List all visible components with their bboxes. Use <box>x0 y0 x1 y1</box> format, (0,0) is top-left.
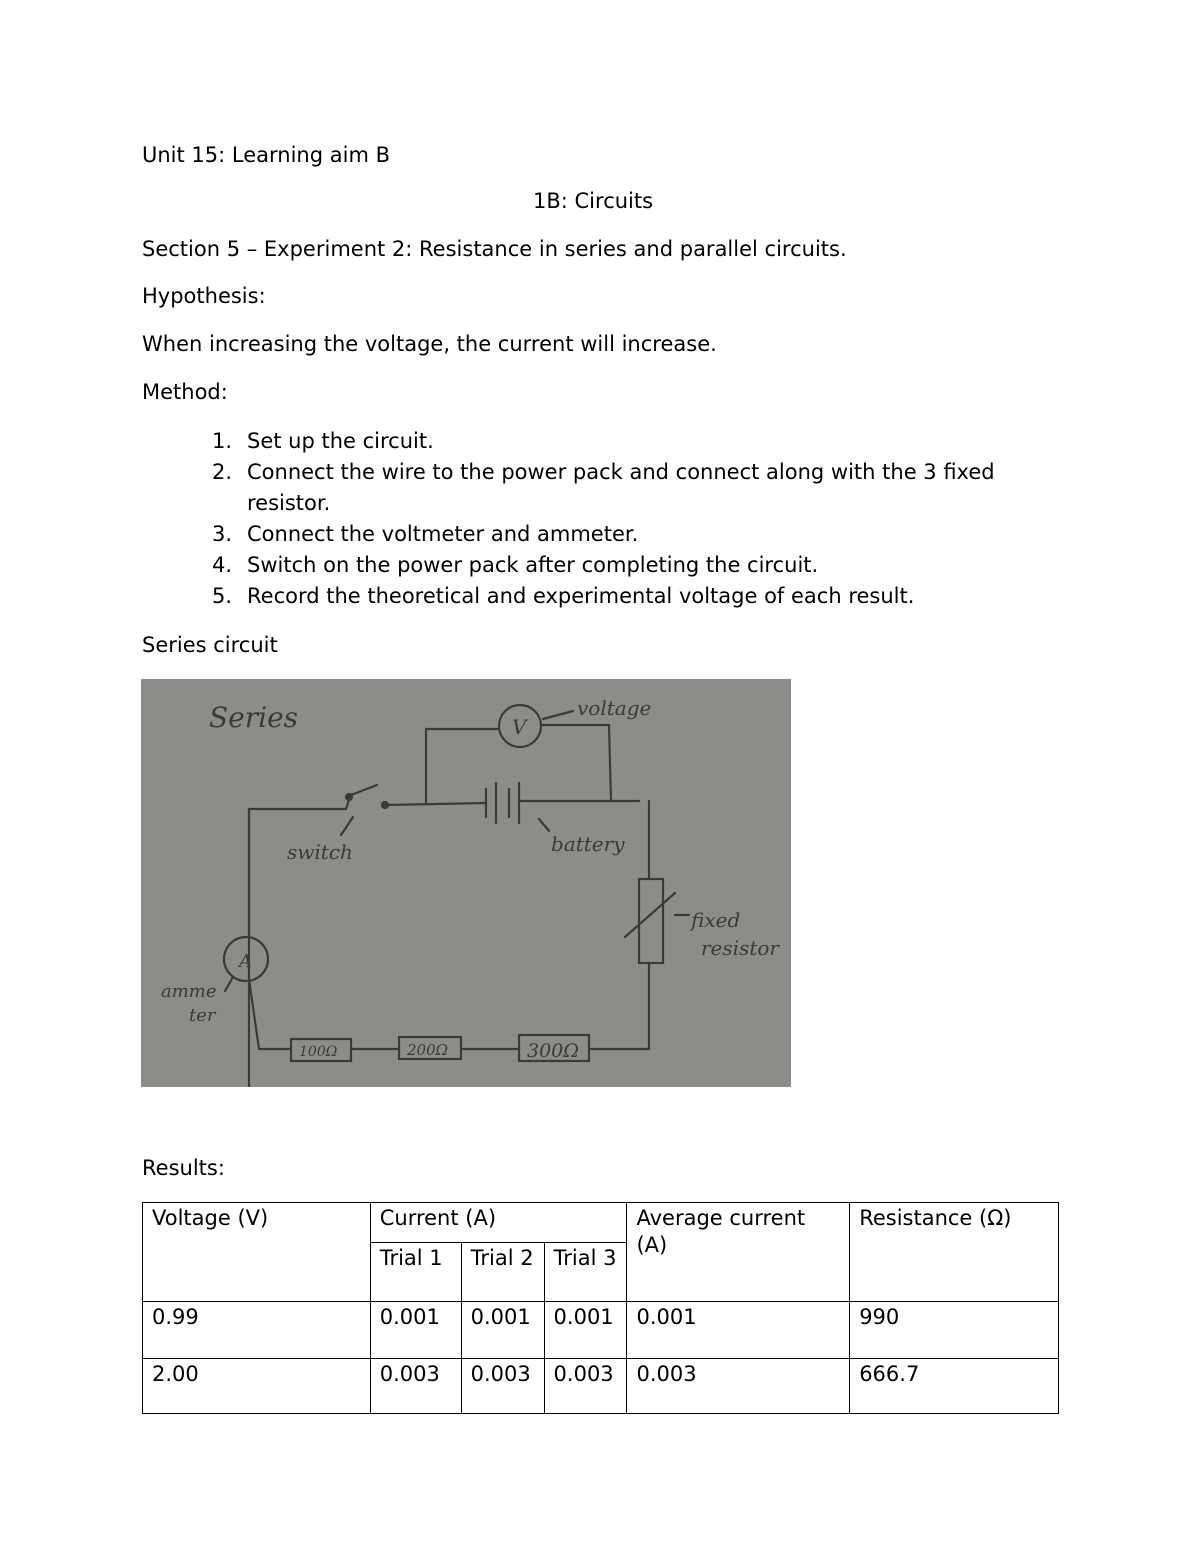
resistor-100-label: 100Ω <box>299 1044 338 1060</box>
step-number: 4. <box>212 553 233 577</box>
resistor-200-label: 200Ω <box>407 1041 449 1059</box>
cell-average: 0.003 <box>627 1359 850 1414</box>
method-step <box>212 519 1052 550</box>
cell-voltage: 0.99 <box>143 1302 371 1359</box>
results-label: Results: <box>142 1156 225 1180</box>
cell-voltage: 2.00 <box>143 1359 371 1414</box>
photo-background <box>141 679 791 1087</box>
header-voltage: Voltage (V) <box>143 1203 371 1302</box>
header-current: Current (A) <box>370 1203 627 1243</box>
switch-label: switch <box>287 840 353 864</box>
resistor-300-label: 300Ω <box>527 1040 580 1062</box>
step-number: 1. <box>212 429 233 453</box>
method-step <box>212 457 1052 519</box>
step-text: Switch on the power pack after completing the circuit. <box>247 553 819 577</box>
step-text: Connect the wire to the power pack and connect along with the 3 fixed resistor. <box>247 460 995 515</box>
ammeter-label: amme <box>161 981 217 1002</box>
method-steps-list <box>212 426 1052 612</box>
battery-label: battery <box>551 832 625 856</box>
step-text: Connect the voltmeter and ammeter. <box>247 522 639 546</box>
header-trial-3: Trial 3 <box>544 1243 627 1302</box>
hypothesis-label: Hypothesis: <box>142 284 266 308</box>
voltmeter-symbol: V <box>512 715 527 739</box>
series-circuit-label: Series circuit <box>142 633 278 657</box>
sketch-title: Series <box>209 701 299 734</box>
header-trial-2: Trial 2 <box>461 1243 544 1302</box>
step-number: 3. <box>212 522 233 546</box>
header-average-current: Average current (A) <box>627 1203 850 1302</box>
results-table <box>142 1202 1059 1414</box>
cell-resistance: 666.7 <box>850 1359 1059 1414</box>
section-heading: Section 5 – Experiment 2: Resistance in series and parallel circuits. <box>142 237 847 261</box>
resistor-label: resistor <box>701 936 779 960</box>
cell-average: 0.001 <box>627 1302 850 1359</box>
fixed-label: fixed <box>691 908 741 932</box>
cell-trial-3: 0.001 <box>544 1302 627 1359</box>
method-step <box>212 581 1052 612</box>
unit-heading: Unit 15: Learning aim B <box>142 143 390 167</box>
cell-trial-1: 0.001 <box>370 1302 461 1359</box>
table-row <box>143 1302 1059 1359</box>
cell-trial-2: 0.001 <box>461 1302 544 1359</box>
method-step <box>212 550 1052 581</box>
step-number: 5. <box>212 584 233 608</box>
method-label: Method: <box>142 380 228 404</box>
ammeter-symbol: A <box>239 951 252 972</box>
header-trial-1: Trial 1 <box>370 1243 461 1302</box>
circuit-sketch <box>141 679 791 1087</box>
method-step <box>212 426 1052 457</box>
table-header-row <box>143 1203 1059 1243</box>
step-number: 2. <box>212 460 233 484</box>
hypothesis-text: When increasing the voltage, the current will increase. <box>142 332 717 356</box>
table-row <box>143 1359 1059 1414</box>
document-title: 1B: Circuits <box>533 189 654 213</box>
cell-resistance: 990 <box>850 1302 1059 1359</box>
voltage-label: voltage <box>577 696 652 720</box>
series-circuit-photo <box>141 679 791 1087</box>
header-resistance: Resistance (Ω) <box>850 1203 1059 1302</box>
cell-trial-2: 0.003 <box>461 1359 544 1414</box>
step-text: Set up the circuit. <box>247 429 434 453</box>
step-text: Record the theoretical and experimental voltage of each result. <box>247 584 915 608</box>
cell-trial-1: 0.003 <box>370 1359 461 1414</box>
ammeter-label-cont: ter <box>189 1005 216 1026</box>
cell-trial-3: 0.003 <box>544 1359 627 1414</box>
